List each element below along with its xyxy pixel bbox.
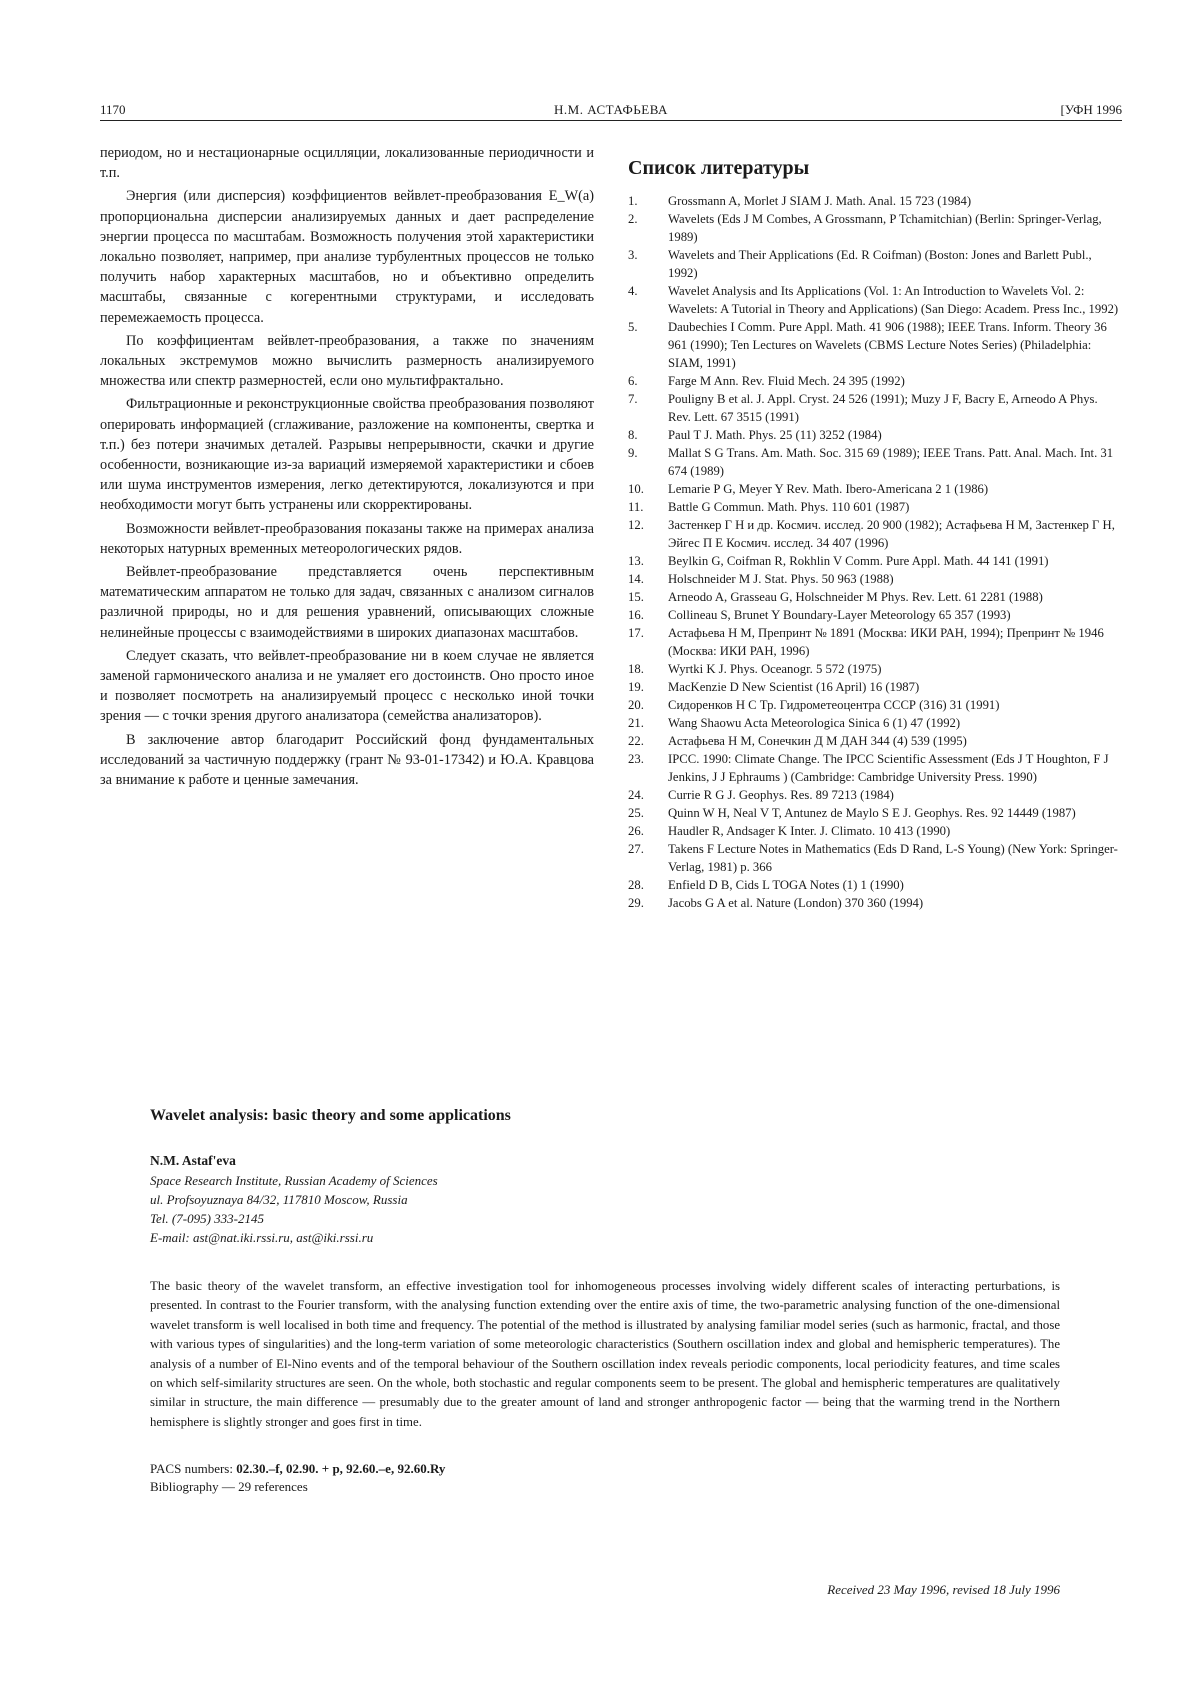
reference-item <box>628 588 1122 606</box>
paragraph: Энергия (или дисперсия) коэффициентов вейвлет-преобразования E_W(a) пропорциональна дисперсии анализируемых данных и дает распределение энергии процесса по масштабам. Возможность получения этой характеристики локально позволяет, например, при анализе турбулентных процессов не только получить набор характерных масштабов, но и объективно определить масштабы, связанные с когерентными структурами, и исследовать перемежаемость процесса. <box>100 188 594 326</box>
reference-item <box>628 606 1122 624</box>
page-number: 1170 <box>100 102 126 117</box>
reference-item <box>628 552 1122 570</box>
reference-number: 3. <box>628 248 638 262</box>
reference-text: Wavelets and Their Applications (Ed. R Coifman) (Boston: Jones and Barlett Publ., 1992) <box>668 248 1092 280</box>
reference-item <box>628 822 1122 840</box>
reference-text: Beylkin G, Coifman R, Rokhlin V Comm. Pure Appl. Math. 44 141 (1991) <box>668 554 1049 568</box>
references-title: Список литературы <box>628 157 810 179</box>
english-abstract-block <box>150 1107 1060 1496</box>
reference-text: Застенкер Г Н и др. Космич. исслед. 20 900 (1982); Астафьева Н М, Застенкер Г Н, Эйгес П Е Космич. исслед. 34 407 (1996) <box>668 518 1115 550</box>
reference-text: Collineau S, Brunet Y Boundary-Layer Meteorology 65 357 (1993) <box>668 608 1011 622</box>
bibliography-count: Bibliography — 29 references <box>150 1479 308 1495</box>
reference-text: Battle G Commun. Math. Phys. 110 601 (1987) <box>668 500 910 514</box>
reference-number: 9. <box>628 446 638 460</box>
reference-text: Pouligny B et al. J. Appl. Cryst. 24 526 (1991); Muzy J F, Bacry E, Arneodo A Phys. Rev. Lett. 67 3515 (1991) <box>668 392 1098 424</box>
running-header <box>100 96 1122 121</box>
reference-number: 22. <box>628 734 644 748</box>
paragraph: Вейвлет-преобразование представляется очень перспективным математическим аппаратом не только для задач, связанных с анализом сигналов различной природы, но и для решения уравнений, описывающих сложные нелинейные процессы с взаимодействиями в широких диапазонах масштабов. <box>100 564 594 641</box>
affiliation-line: E-mail: ast@nat.iki.rssi.ru, ast@iki.rssi.ru <box>150 1230 374 1245</box>
reference-text: Haudler R, Andsager K Inter. J. Climato. 10 413 (1990) <box>668 824 951 838</box>
reference-number: 14. <box>628 572 644 586</box>
reference-number: 24. <box>628 788 644 802</box>
reference-number: 1. <box>628 194 638 208</box>
english-abstract: The basic theory of the wavelet transform, an effective investigation tool for inhomogeneous processes involving widely different scales of interacting perturbations, is presented. In contrast to the Fourier transform, with the analysing function extending over the entire axis of time, the two-parametric analysing function of the one-dimensional wavelet transform is well localised in both time and frequency. The potential of the method is illustrated by analysing familiar model series (such as harmonic, fractal, and those with various types of singularities) and the long-term variation of some meteorologic characteristics (Southern oscillation index and global and hemispheric temperatures). The analysis of a number of El-Nino events and of the temporal behaviour of the Southern oscillation index reveals periodic components, local periodicity features, and time scales on which self-similarity structures are seen. On the whole, both stochastic and regular components seem to be present. The global and hemispheric temperatures are qualitatively similar in structure, the main difference — presumably due to the greater amount of land and stronger anthropogenic factor — being that the warming trend in the Northern hemisphere is slightly stronger and goes first in time. <box>150 1279 1060 1429</box>
pacs-numbers <box>150 1460 1060 1496</box>
paragraph: периодом, но и нестационарные осцилляции, локализованные периодичности и т.п. <box>100 145 594 182</box>
reference-text: Farge M Ann. Rev. Fluid Mech. 24 395 (1992) <box>668 374 905 388</box>
reference-text: Arneodo A, Grasseau G, Holschneider M Phys. Rev. Lett. 61 2281 (1988) <box>668 590 1043 604</box>
reference-text: Quinn W H, Neal V T, Antunez de Maylo S E J. Geophys. Res. 92 14449 (1987) <box>668 806 1076 820</box>
reference-item <box>628 480 1122 498</box>
reference-number: 15. <box>628 590 644 604</box>
received-date: Received 23 May 1996, revised 18 July 1996 <box>827 1582 1060 1597</box>
reference-number: 16. <box>628 608 644 622</box>
reference-item <box>628 876 1122 894</box>
reference-item <box>628 282 1122 318</box>
reference-number: 12. <box>628 518 644 532</box>
reference-number: 11. <box>628 500 644 514</box>
reference-number: 26. <box>628 824 644 838</box>
reference-number: 5. <box>628 320 638 334</box>
reference-number: 18. <box>628 662 644 676</box>
reference-text: Wavelets (Eds J M Combes, A Grossmann, P Tchamitchian) (Berlin: Springer-Verlag, 1989) <box>668 212 1102 244</box>
reference-item <box>628 894 1122 912</box>
reference-item <box>628 498 1122 516</box>
reference-item <box>628 624 1122 660</box>
reference-text: Wavelet Analysis and Its Applications (Vol. 1: An Introduction to Wavelets Vol. 2: Wavelets: A Tutorial in Theory and Applications) (San Diego: Academ. Press Inc., 1992) <box>668 284 1119 316</box>
reference-text: Wyrtki K J. Phys. Oceanogr. 5 572 (1975) <box>668 662 882 676</box>
reference-number: 4. <box>628 284 638 298</box>
reference-number: 29. <box>628 896 644 910</box>
reference-text: Paul T J. Math. Phys. 25 (11) 3252 (1984) <box>668 428 882 442</box>
reference-list <box>628 192 1122 912</box>
reference-item <box>628 714 1122 732</box>
journal-name: [УФН 1996 <box>1060 102 1122 117</box>
reference-text: Mallat S G Trans. Am. Math. Soc. 315 69 (1989); IEEE Trans. Patt. Anal. Mach. Int. 31 674 (1989) <box>668 446 1114 478</box>
reference-text: Астафьева Н М, Сонечкин Д М ДАН 344 (4) 539 (1995) <box>668 734 967 748</box>
reference-number: 6. <box>628 374 638 388</box>
paragraph: В заключение автор благодарит Российский фонд фундаментальных исследований за частичную поддержку (грант № 93-01-17342) и Ю.А. Кравцова за внимание к работе и ценные замечания. <box>100 731 594 789</box>
pacs-value: 02.30.–f, 02.90. + p, 92.60.–e, 92.60.Ry <box>236 1461 446 1477</box>
reference-number: 25. <box>628 806 644 820</box>
reference-item <box>628 192 1122 210</box>
reference-number: 23. <box>628 752 644 766</box>
reference-text: Wang Shaowu Acta Meteorologica Sinica 6 (1) 47 (1992) <box>668 716 961 730</box>
reference-item <box>628 660 1122 678</box>
reference-item <box>628 210 1122 246</box>
paragraph: По коэффициентам вейвлет-преобразования, а также по значениям локальных экстремумов можно вычислить размерность анализируемого множества или спектр размерностей, если оно мультифрактально. <box>100 332 594 390</box>
reference-text: Jacobs G A et al. Nature (London) 370 360 (1994) <box>668 896 924 910</box>
reference-item <box>628 390 1122 426</box>
reference-number: 10. <box>628 482 644 496</box>
pacs-label: PACS numbers: <box>150 1461 233 1477</box>
reference-number: 19. <box>628 680 644 694</box>
reference-text: Takens F Lecture Notes in Mathematics (Eds D Rand, L-S Young) (New York: Springer-Verlag, 1981) p. 366 <box>668 842 1118 874</box>
reference-number: 13. <box>628 554 644 568</box>
reference-item <box>628 426 1122 444</box>
paragraph: Возможности вейвлет-преобразования показаны также на примерах анализа некоторых натурных временных метеорологических рядов. <box>100 520 594 557</box>
reference-item <box>628 840 1122 876</box>
reference-item <box>628 246 1122 282</box>
reference-item <box>628 570 1122 588</box>
reference-text: Lemarie P G, Meyer Y Rev. Math. Ibero-Americana 2 1 (1986) <box>668 482 989 496</box>
reference-number: 20. <box>628 698 644 712</box>
reference-number: 27. <box>628 842 644 856</box>
paragraph: Следует сказать, что вейвлет-преобразование ни в коем случае не является заменой гармонического анализа и не умаляет его достоинств. Оно просто иное и позволяет посмотреть на анализируемый процесс с несколько иной точки зрения — с точки зрения другого анализатора (семейства анализаторов). <box>100 647 594 725</box>
reference-text: Daubechies I Comm. Pure Appl. Math. 41 906 (1988); IEEE Trans. Inform. Theory 36 961 (1990); Ten Lectures on Wavelets (CBMS Lecture Notes Series) (Philadelphia: SIAM, 1991) <box>668 320 1107 370</box>
reference-item <box>628 516 1122 552</box>
reference-number: 17. <box>628 626 644 640</box>
affiliation-line: Space Research Institute, Russian Academy of Sciences <box>150 1173 438 1188</box>
reference-number: 28. <box>628 878 644 892</box>
reference-number: 7. <box>628 392 638 406</box>
reference-text: Holschneider M J. Stat. Phys. 50 963 (1988) <box>668 572 894 586</box>
reference-text: Enfield D B, Cids L TOGA Notes (1) 1 (1990) <box>668 878 904 892</box>
reference-item <box>628 750 1122 786</box>
reference-text: IPCC. 1990: Climate Change. The IPCC Scientific Assessment (Eds J T Houghton, F J Jenkins, J J Ephraums ) (Cambridge: Cambridge University Press. 1990) <box>668 752 1109 784</box>
reference-item <box>628 786 1122 804</box>
references-column <box>628 157 1122 912</box>
body-text-column <box>100 143 594 793</box>
english-author: N.M. Astaf'eva <box>150 1153 236 1168</box>
reference-item <box>628 678 1122 696</box>
reference-item <box>628 318 1122 372</box>
reference-text: MacKenzie D New Scientist (16 April) 16 (1987) <box>668 680 920 694</box>
reference-number: 2. <box>628 212 638 226</box>
reference-text: Currie R G J. Geophys. Res. 89 7213 (1984) <box>668 788 894 802</box>
reference-text: Сидоренков Н С Тр. Гидрометеоцентра СССР (316) 31 (1991) <box>668 698 1000 712</box>
reference-number: 21. <box>628 716 644 730</box>
affiliation-line: ul. Profsoyuznaya 84/32, 117810 Moscow, Russia <box>150 1192 408 1207</box>
reference-item <box>628 444 1122 480</box>
english-title: Wavelet analysis: basic theory and some applications <box>150 1107 511 1124</box>
reference-item <box>628 696 1122 714</box>
reference-text: Астафьева Н М, Препринт № 1891 (Москва: ИКИ РАН, 1994); Препринт № 1946 (Москва: ИКИ РАН, 1996) <box>668 626 1104 658</box>
reference-number: 8. <box>628 428 638 442</box>
affiliation-line: Tel. (7-095) 333-2145 <box>150 1211 264 1226</box>
paragraph: Фильтрационные и реконструкционные свойства преобразования позволяют оперировать информацией (сглаживание, разложение на компоненты, свертка и т.п.) без потери значимых деталей. Разрывы непрерывности, скачки и другие особенности, возникающие из-за вариаций измеряемой характеристики и сбоев или шума инструментов измерения, легко детектируются, локализуются и при необходимости могут быть устранены или скорректированы. <box>100 396 594 514</box>
running-author: Н.М. АСТАФЬЕВА <box>554 102 668 117</box>
reference-item <box>628 732 1122 750</box>
reference-text: Grossmann A, Morlet J SIAM J. Math. Anal. 15 723 (1984) <box>668 194 972 208</box>
reference-item <box>628 372 1122 390</box>
reference-item <box>628 804 1122 822</box>
